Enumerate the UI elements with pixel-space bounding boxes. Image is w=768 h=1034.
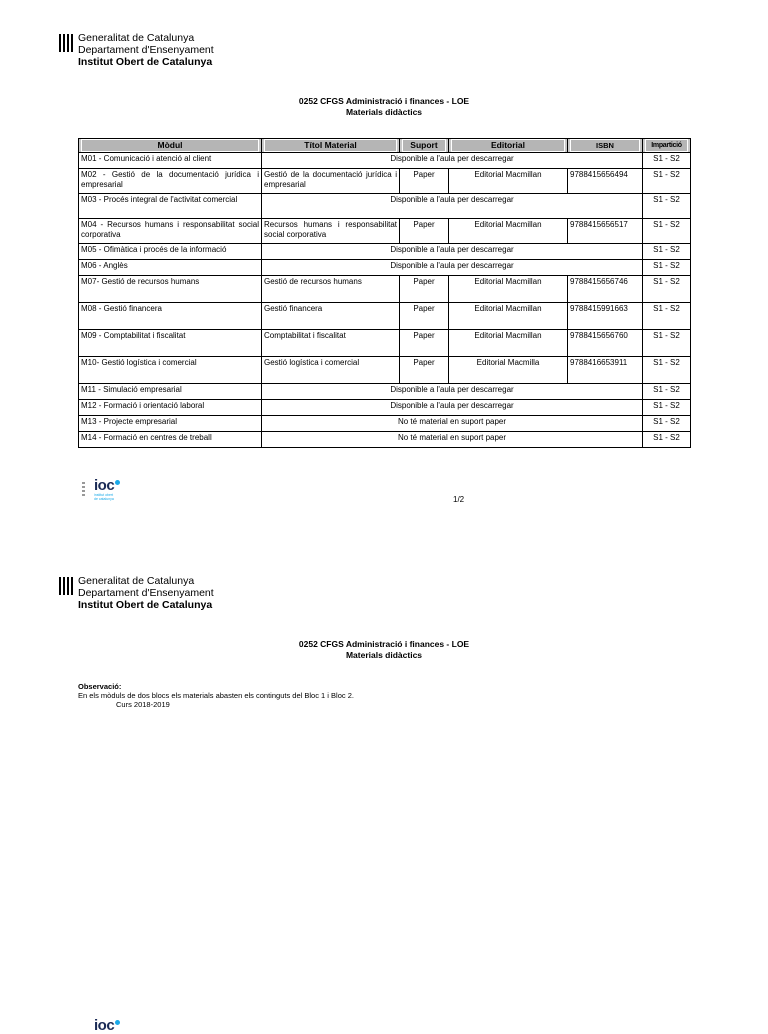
ioc-logo-cropped: ioc bbox=[82, 1018, 142, 1024]
table-row bbox=[79, 384, 691, 400]
cell-suport: Paper bbox=[400, 276, 449, 303]
table-row bbox=[79, 219, 691, 244]
cell-imparticio: S1 - S2 bbox=[643, 260, 691, 276]
table-row bbox=[79, 194, 691, 219]
cell-editorial: Editorial Macmilla bbox=[449, 357, 568, 384]
header-institut: Institut Obert de Catalunya bbox=[78, 56, 213, 68]
page1-doc-title bbox=[0, 96, 768, 118]
cell-suport: Paper bbox=[400, 169, 449, 194]
observacio-curs: Curs 2018-2019 bbox=[116, 700, 170, 709]
cell-note: No té material en suport paper bbox=[262, 416, 643, 432]
cell-titol: Recursos humans i responsabilitat social corporativa bbox=[262, 219, 400, 244]
cell-modul: M13 - Projecte empresarial bbox=[79, 416, 262, 432]
cell-titol: Gestió financera bbox=[262, 303, 400, 330]
cell-note: Disponible a l'aula per descarregar bbox=[262, 244, 643, 260]
col-header-modul: Mòdul bbox=[79, 139, 262, 153]
ioc-logo: ioc institut obert de catalunya bbox=[82, 478, 142, 508]
page-number: 1/2 bbox=[453, 495, 465, 504]
cell-imparticio: S1 - S2 bbox=[643, 330, 691, 357]
cell-isbn: 9788416653911 bbox=[568, 357, 643, 384]
cell-imparticio: S1 - S2 bbox=[643, 357, 691, 384]
header-institut: Institut Obert de Catalunya bbox=[78, 599, 213, 611]
cell-editorial: Editorial Macmillan bbox=[449, 276, 568, 303]
cell-suport: Paper bbox=[400, 330, 449, 357]
cell-modul: M05 - Ofimàtica i procés de la informació bbox=[79, 244, 262, 260]
cell-modul: M03 - Procés integral de l'activitat comercial bbox=[79, 194, 262, 219]
cell-modul: M04 - Recursos humans i responsabilitat social corporativa bbox=[79, 219, 262, 244]
cell-note: No té material en suport paper bbox=[262, 432, 643, 448]
table-row bbox=[79, 357, 691, 384]
observacio-block bbox=[78, 682, 354, 709]
cell-modul: M06 - Anglès bbox=[79, 260, 262, 276]
generalitat-crest-icon bbox=[58, 32, 74, 54]
cell-modul: M02 - Gestió de la documentació jurídica i empresarial bbox=[79, 169, 262, 194]
cell-modul: M10- Gestió logística i comercial bbox=[79, 357, 262, 384]
page2-header bbox=[58, 575, 318, 617]
cell-suport: Paper bbox=[400, 303, 449, 330]
cell-modul: M07- Gestió de recursos humans bbox=[79, 276, 262, 303]
cell-editorial: Editorial Macmillan bbox=[449, 169, 568, 194]
cell-imparticio: S1 - S2 bbox=[643, 153, 691, 169]
cell-isbn: 9788415656760 bbox=[568, 330, 643, 357]
table-row bbox=[79, 432, 691, 448]
col-header-titol: Títol Material bbox=[262, 139, 400, 153]
col-header-suport: Suport bbox=[400, 139, 449, 153]
cell-modul: M01 - Comunicació i atenció al client bbox=[79, 153, 262, 169]
cell-note: Disponible a l'aula per descarregar bbox=[262, 194, 643, 219]
table-row bbox=[79, 244, 691, 260]
cell-modul: M08 - Gestió financera bbox=[79, 303, 262, 330]
cell-imparticio: S1 - S2 bbox=[643, 400, 691, 416]
cell-titol: Gestió logística i comercial bbox=[262, 357, 400, 384]
cell-note: Disponible a l'aula per descarregar bbox=[262, 153, 643, 169]
header-departament: Departament d'Ensenyament bbox=[78, 587, 214, 599]
table-row bbox=[79, 153, 691, 169]
cell-imparticio: S1 - S2 bbox=[643, 432, 691, 448]
cell-suport: Paper bbox=[400, 219, 449, 244]
col-header-isbn: ISBN bbox=[568, 139, 643, 153]
doc-subtitle: Materials didàctics bbox=[345, 650, 423, 660]
cell-imparticio: S1 - S2 bbox=[643, 244, 691, 260]
page1-header bbox=[58, 32, 318, 74]
observacio-text: En els mòduls de dos blocs els materials abasten els continguts del Bloc 1 i Bloc 2. bbox=[78, 691, 354, 700]
table-row bbox=[79, 330, 691, 357]
cell-modul: M12 - Formació i orientació laboral bbox=[79, 400, 262, 416]
cell-isbn: 9788415656746 bbox=[568, 276, 643, 303]
cell-titol: Comptabilitat i fiscalitat bbox=[262, 330, 400, 357]
cell-imparticio: S1 - S2 bbox=[643, 219, 691, 244]
materials-table bbox=[78, 138, 691, 448]
ioc-dot-icon bbox=[115, 480, 120, 485]
table-row bbox=[79, 260, 691, 276]
cell-isbn: 9788415991663 bbox=[568, 303, 643, 330]
cell-note: Disponible a l'aula per descarregar bbox=[262, 260, 643, 276]
cell-suport: Paper bbox=[400, 357, 449, 384]
cell-editorial: Editorial Macmillan bbox=[449, 219, 568, 244]
cell-modul: M09 - Comptabilitat i fiscalitat bbox=[79, 330, 262, 357]
table-row bbox=[79, 416, 691, 432]
cell-isbn: 9788415656494 bbox=[568, 169, 643, 194]
cell-imparticio: S1 - S2 bbox=[643, 303, 691, 330]
cell-note: Disponible a l'aula per descarregar bbox=[262, 384, 643, 400]
cell-titol: Gestió de la documentació jurídica i empresarial bbox=[262, 169, 400, 194]
table-row bbox=[79, 303, 691, 330]
col-header-imparticio: Impartició bbox=[643, 139, 691, 153]
cell-editorial: Editorial Macmillan bbox=[449, 330, 568, 357]
header-generalitat: Generalitat de Catalunya bbox=[78, 32, 195, 44]
cell-imparticio: S1 - S2 bbox=[643, 384, 691, 400]
cell-imparticio: S1 - S2 bbox=[643, 416, 691, 432]
table-row bbox=[79, 169, 691, 194]
page2-doc-title bbox=[0, 639, 768, 661]
ioc-dot-icon bbox=[115, 1020, 120, 1025]
generalitat-crest-icon bbox=[58, 575, 74, 597]
col-header-editorial: Editorial bbox=[449, 139, 568, 153]
cell-imparticio: S1 - S2 bbox=[643, 194, 691, 219]
cell-isbn: 9788415656517 bbox=[568, 219, 643, 244]
doc-title: 0252 CFGS Administració i finances - LOE bbox=[298, 639, 470, 649]
cell-modul: M11 - Simulació empresarial bbox=[79, 384, 262, 400]
table-row bbox=[79, 400, 691, 416]
header-departament: Departament d'Ensenyament bbox=[78, 44, 214, 56]
cell-note: Disponible a l'aula per descarregar bbox=[262, 400, 643, 416]
cell-imparticio: S1 - S2 bbox=[643, 276, 691, 303]
doc-title: 0252 CFGS Administració i finances - LOE bbox=[298, 96, 470, 106]
observacio-label: Observació: bbox=[78, 682, 122, 691]
cell-imparticio: S1 - S2 bbox=[643, 169, 691, 194]
cell-editorial: Editorial Macmillan bbox=[449, 303, 568, 330]
doc-subtitle: Materials didàctics bbox=[345, 107, 423, 117]
table-header-row bbox=[79, 139, 691, 153]
cell-modul: M14 - Formació en centres de treball bbox=[79, 432, 262, 448]
header-generalitat: Generalitat de Catalunya bbox=[78, 575, 195, 587]
table-row bbox=[79, 276, 691, 303]
cell-titol: Gestió de recursos humans bbox=[262, 276, 400, 303]
